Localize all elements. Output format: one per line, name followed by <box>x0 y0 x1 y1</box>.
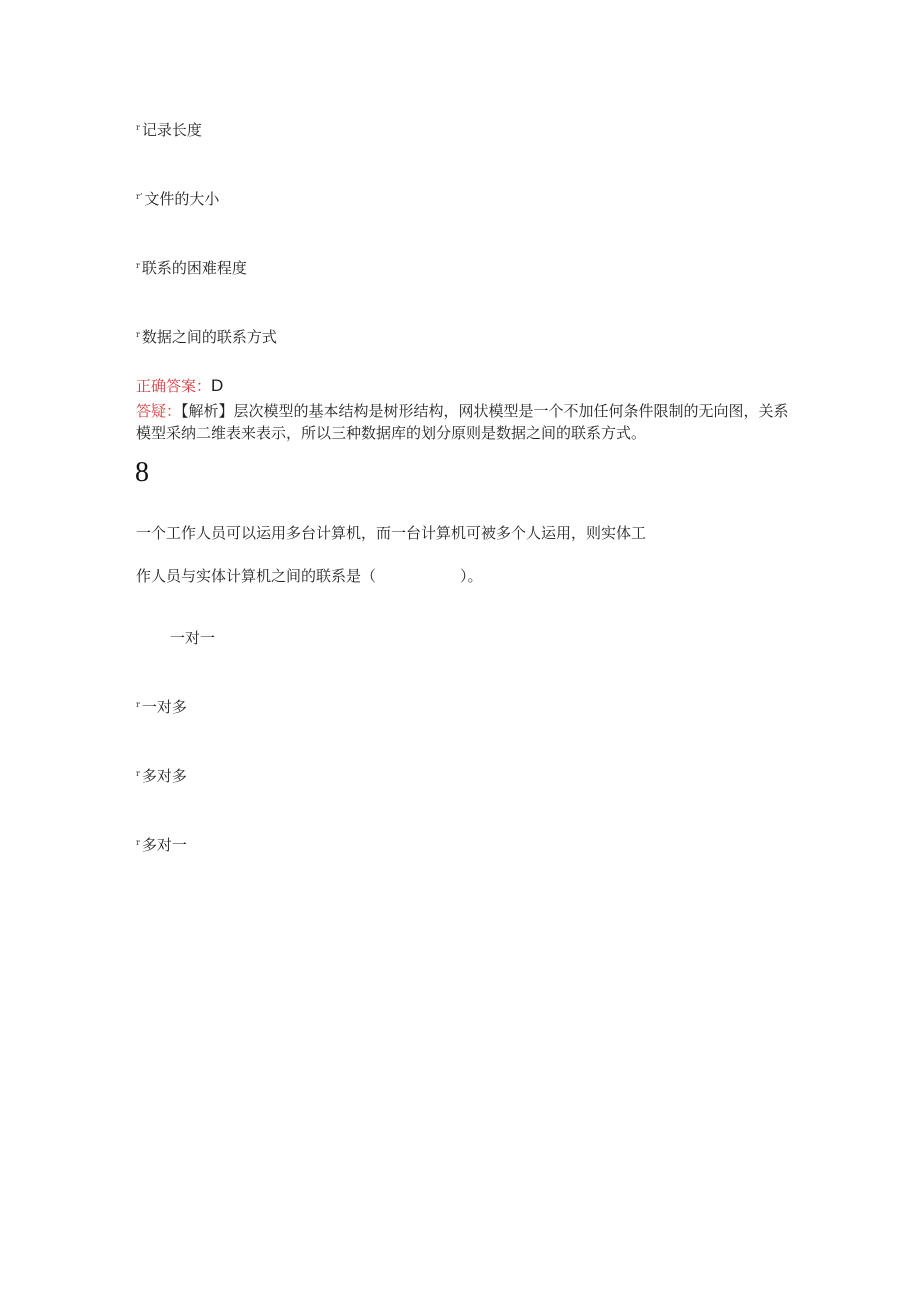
radio-marker: r’ <box>136 192 143 201</box>
stem-text-before-blank: 作人员与实体计算机之间的联系是（ <box>136 567 377 585</box>
option-file-size[interactable] <box>136 187 219 209</box>
option-label: 一对一 <box>170 629 216 647</box>
explanation-label: 答疑： <box>136 402 182 420</box>
option-data-relation[interactable] <box>136 325 277 347</box>
option-one-to-one[interactable] <box>168 626 215 648</box>
radio-marker: r <box>136 330 140 339</box>
option-one-to-many[interactable] <box>136 695 187 717</box>
correct-answer-value: D <box>211 376 224 395</box>
option-label: 记录长度 <box>141 121 202 139</box>
option-label: 一对多 <box>141 698 187 716</box>
radio-marker: r <box>136 123 140 132</box>
question-number: 8 <box>135 457 149 488</box>
option-label: 联系的困难程度 <box>141 259 247 277</box>
radio-marker: r <box>136 261 140 270</box>
option-link-difficulty[interactable] <box>136 256 247 278</box>
option-label: 多对一 <box>141 836 187 854</box>
question-stem-line-1: 一个工作人员可以运用多台计算机，而一台计算机可被多个人运用，则实体工 <box>136 524 647 542</box>
stem-text-after-blank: ）。 <box>460 567 483 585</box>
radio-marker: r <box>136 838 140 847</box>
correct-answer-label: 正确答案： <box>136 377 212 395</box>
option-record-length[interactable] <box>136 118 202 140</box>
explanation <box>136 400 796 444</box>
option-label: 多对多 <box>141 767 187 785</box>
option-label: 数据之间的联系方式 <box>141 328 277 346</box>
radio-marker: r <box>136 769 140 778</box>
option-label: 文件的大小 <box>144 190 220 208</box>
radio-marker: r <box>136 700 140 709</box>
correct-answer <box>136 376 223 396</box>
option-many-to-many[interactable] <box>136 764 187 786</box>
question-stem-line-2 <box>136 566 483 586</box>
option-many-to-one[interactable] <box>136 833 187 855</box>
explanation-text: 【解析】层次模型的基本结构是树形结构，网状模型是一个不加任何条件限制的无向图，关系模型采纳二维表来表示，所以三种数据库的划分原则是数据之间的联系方式。 <box>136 402 789 442</box>
